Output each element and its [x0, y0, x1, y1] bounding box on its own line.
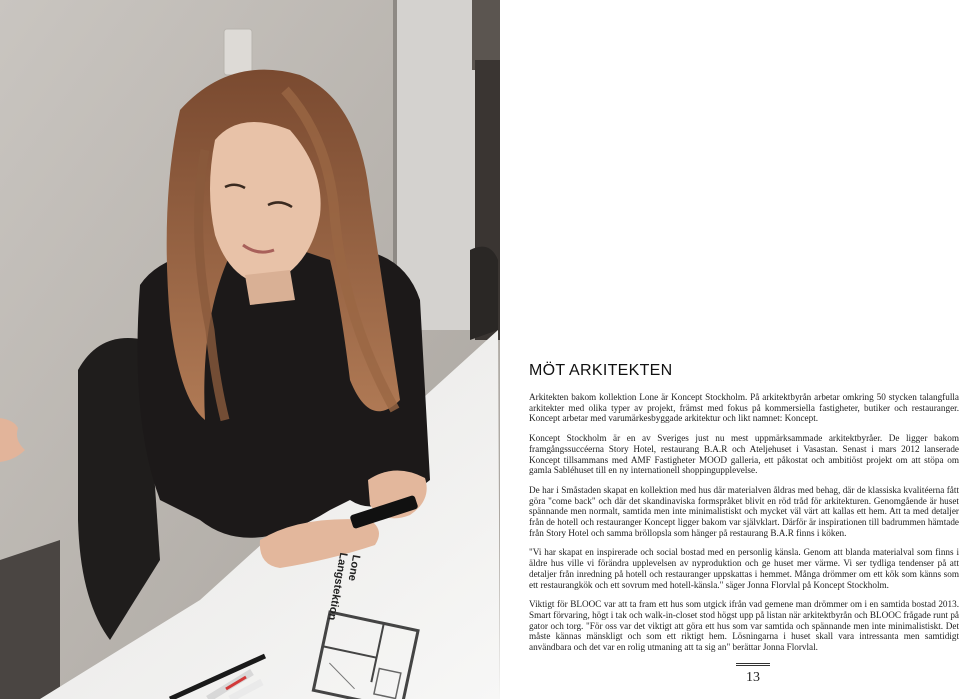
article [529, 362, 959, 662]
article-paragraph: "Vi har skapat en inspirerade och social bostad med en personlig känsla. Genom att blanda materialval som finns i äldre hus ville vi förändra upplevelsen av nyproduktion och ge huset mer värme. Vi ser tydliga tendenser på att detaljer från inredning på hotell och restauranger uppskattas i hemmet. Många drömmer om ett kök som känns som ett restaurangkök och ett sovrum med hotell-känsla." säger Jonna Florvlal på Koncept Stockholm. [529, 547, 959, 590]
caption-line-1: Lone [345, 553, 362, 582]
article-paragraph: Arkitekten bakom kollektion Lone är Koncept Stockholm. På arkitektbyrån arbetar omkring 50 stycken talangfulla arkitekter med olika typer av projekt, främst med fokus på kommersiella fastigheter, butiker och restauranger. Koncept arbetar med varumärkesbyggade arkitektur och likt namnet: Koncept. [529, 392, 959, 424]
article-paragraph: Koncept Stockholm är en av Sveriges just nu mest uppmärksammade arkitektbyråer. De ligger bakom framgångssuccéerna Story Hotel, restaurang B.A.R och Ateljehuset i Vasastan. Senast i mars 2012 lanserade Koncept tillsammans med AMF Fastigheter MOOD galleria, ett påkostat och ambitiöst projekt om att stöpa om gamla Sabléhuset till en ny internationell shoppingupplevelse. [529, 433, 959, 476]
article-paragraph: Viktigt för BLOOC var att ta fram ett hus som utgick ifrån vad gemene man drömmer om i en samtida bostad 2013. Smart förvaring, högt i tak och walk-in-closet stod högst upp på listan när arkitektbyrån och BLOOC frågade runt på gator och torg. "För oss var det viktigt att göra ett hus som var samtida och spännande men inte minimalistiskt. Det måste kännas mänskligt och som ett riktigt hem. Lösningarna i huset skall vara intressanta men samtidigt användbara och det var en rolig utmaning att ta sig an" berättar Jonna Florvlal. [529, 599, 959, 653]
caption-line-2: Langstektion [325, 551, 350, 622]
page-number-rule [736, 663, 770, 666]
article-paragraph: De har i Småstaden skapat en kollektion med hus där materialven åldras med behag, där de klassiska kvalitéerna fått göra "come back" och där det skandinaviska formspråket blivit en röd tråd för arkitekturen. Genomgående är huset spännande men normalt, samtida men inte minimalistiskt och mycket väl värt att kallas ett hem. Att ta med detaljer från de hotell och restauranger Koncept ligger bakom var självklart. Därför är inspirationen till badrummen hämtade från Story Hotel och samma bröllopsla som hänger på restaurang B.A.R finns i köken. [529, 484, 959, 538]
article-heading: MÖT ARKITEKTEN [529, 362, 673, 379]
light-switch [224, 29, 252, 75]
page-number: 13 [746, 670, 760, 685]
